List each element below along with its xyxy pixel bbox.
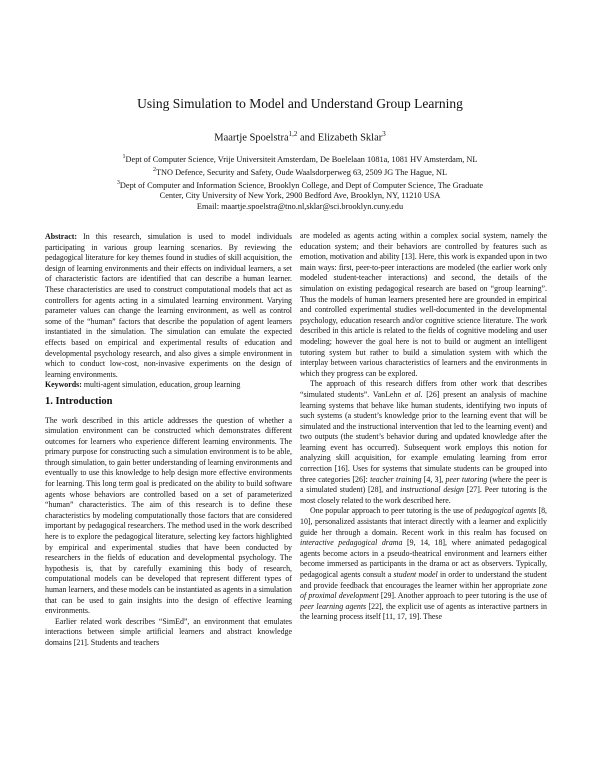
text-run-italic: instructional design xyxy=(400,485,464,495)
affiliation-line xyxy=(60,178,540,191)
email-line xyxy=(60,201,540,212)
affil-sup: 3 xyxy=(116,179,120,186)
text-run: [22], the explicit use of agents as interactive partners in the learning process itself [11, 17, 19]. These xyxy=(300,601,547,622)
text-run: [8, 10], personalized assistants that interact directly with a learner and explicitly guide her through a domain. Recent work in this realm has focused on xyxy=(300,506,547,537)
keywords-label: Keywords: xyxy=(45,380,82,390)
affiliation-line xyxy=(60,152,540,165)
text-run: The approach of this research differs from other work that describes “simulated students”. VanLehn xyxy=(300,379,547,399)
text-run: [29]. Another approach to peer tutoring is the use of xyxy=(378,591,547,601)
affil-text: Center, City University of New York, 2900 Bedford Ave, Brooklyn, NY, 11210 USA xyxy=(159,191,441,201)
affil-text: Dept of Computer Science, Vrije Universiteit Amsterdam, De Boelelaan 1081a, 1081 HV Amsterdam, NL xyxy=(125,154,478,164)
text-run-italic: peer learning agents xyxy=(300,601,367,611)
keywords-text: multi-agent simulation, education, group learning xyxy=(83,380,241,390)
keywords xyxy=(45,380,292,391)
author-affil-sup: 3 xyxy=(382,130,386,138)
paper-title: Using Simulation to Model and Understand Group Learning xyxy=(137,96,463,111)
abstract-label: Abstract: xyxy=(45,232,77,241)
right-paragraph-1: are modeled as agents acting within a complex social system, namely the education system; and their behaviors are controlled by features such as emotion, motivation and ability [13]. Here, this work is expanded upon in two main ways: first, peer-to-peer interactions are modeled (the earlier work only modeled student-teacher interactions) and second, the details of the simulation on existing pedagogical research are based on “group learning”. Thus the models of human learners presented here are grounded in empirical and controlled experimental studies well-documented in the developmental psychology, education research and/or cognitive science literature. The work described in this article is related to the fields of cognitive modeling and user modeling; however the goal here is not to build or augment an intelligent tutoring system but rather to build a simulation system with which the interplay between various characteristics of learners and the environments in which they progress can be explored. xyxy=(300,231,547,378)
affil-text: Dept of Computer and Information Science, Brooklyn College, and Dept of Computer Science, The Graduate xyxy=(119,180,484,190)
affil-sup: 2 xyxy=(152,166,156,173)
text-run: (where the peer is a simulated student) [28], and xyxy=(300,474,547,495)
affil-text: TNO Defence, Security and Safety, Oude Waalsdorperweg 63, 2509 JG The Hague, NL xyxy=(155,167,448,177)
text-run: [9, 14, 18], where animated pedagogical agents become actors in a pseudo-theatrical environment and learners either become immersed as participants in the drama or act as observers. Typically, pedagogical agents consult a xyxy=(300,538,548,579)
text-run: in order to understand the student and provide feedback that encourages the learner within her appropriate xyxy=(300,570,547,590)
text-run-italic: interactive pedagogical drama xyxy=(300,538,403,548)
right-paragraph-3 xyxy=(300,506,547,623)
intro-paragraph-2: Earlier related work describes “SimEd”, an environment that emulates interactions between simple artificial learners and abstract knowledge domains [21]. Students and teachers xyxy=(45,616,292,647)
text-run: [4, 3], xyxy=(421,474,446,484)
author-conjunction: and xyxy=(300,132,316,144)
text-run-italic: student model xyxy=(393,570,438,579)
text-run-italic: et al. xyxy=(405,389,423,399)
author-line xyxy=(0,130,600,144)
text-run-italic: teacher training xyxy=(370,474,422,484)
author-name: Maartje Spoelstra xyxy=(214,132,289,144)
affil-sup: 1 xyxy=(122,154,126,160)
intro-paragraph-1: The work described in this article addresses the question of whether a simulation environment can be constructed which demonstrates different outcomes for learners who experience different learning environments. The primary purpose for constructing such a simulation environment is to be able, through simulation, to gain better understanding of learning environments and eventually to use this knowledge to help design more effective environments for learning. This long term goal is predicated on the ability to build software agents whose behaviors are controlled based on a set of parameterized “human” characteristics. The aim of this research is to define these characteristics by modeling computationally those factors that are considered important by pedagogical researchers. The method used in the work described here is to explore the pedagogical literature, selecting key factors highlighted by empirical and experimental studies that have been conducted by researchers in the fields of education and developmental psychology. The hypothesis is, that by carefully examining this body of research, computational models can be developed that represent different types of human learners, and these models can be instantiated as agents in a simulation that can be used to gain insights into the design of effective learning environments. xyxy=(45,415,292,616)
text-run: [26] present an analysis of machine learning systems that behave like human students, identifying two inputs of such systems (a student’s knowledge prior to the learning event that will be simulated and the instructional intervention that led to the learning event) and two outputs (the student’s behavior during and updated knowledge after the learning event has occurred). Subsequent work employs this notion for analyzing skill acquisition, for example emulating learning from error correction [16]. Uses for systems that simulate students can be grouped into three categories [26]: xyxy=(300,389,547,484)
text-run-italic: peer tutoring xyxy=(445,474,488,484)
left-column xyxy=(45,232,292,649)
affil-email: Email: maartje.spoelstra@tno.nl,sklar@sci.brooklyn.cuny.edu xyxy=(196,202,404,212)
abstract xyxy=(45,232,292,380)
author-name: Elizabeth Sklar xyxy=(317,132,383,144)
affiliation-line xyxy=(60,165,540,178)
right-column xyxy=(300,231,547,623)
text-run-italic: pedagogical agents xyxy=(474,506,537,516)
text-run: [27]. Peer tutoring is the most closely related to the work described here. xyxy=(300,485,547,505)
section-heading: 1. Introduction xyxy=(45,395,113,407)
affiliations xyxy=(60,152,540,212)
author-affil-sup: 1,2 xyxy=(288,130,298,138)
abstract-text: In this research, simulation is used to model individuals participating in various group learning scenarios. By reviewing the pedagogical literature for key themes found in studies of skill acquisition, the design of learning environments and their effects on individual learners, a set of characteristic factors are identified that can describe a human learner. These characteristics are used to construct computational models that act as controllers for agents acting in a simulated learning environment. Varying parameter values can change the learning environment, as well as control some of the “human” factors that describe the population of agent learners instantiated in the simulation. The simulation can emulate the expected effects based on empirical and experimental results of education and developmental psychology research, and also gives a simple environment in which to conduct low-cost, non-invasive experiments on the design of learning environments. xyxy=(45,232,292,379)
text-run-italic: zone of proximal development xyxy=(300,580,547,601)
right-paragraph-2 xyxy=(300,379,547,506)
text-run: One popular approach to peer tutoring is the use of xyxy=(310,506,475,516)
affiliation-line xyxy=(60,190,540,201)
